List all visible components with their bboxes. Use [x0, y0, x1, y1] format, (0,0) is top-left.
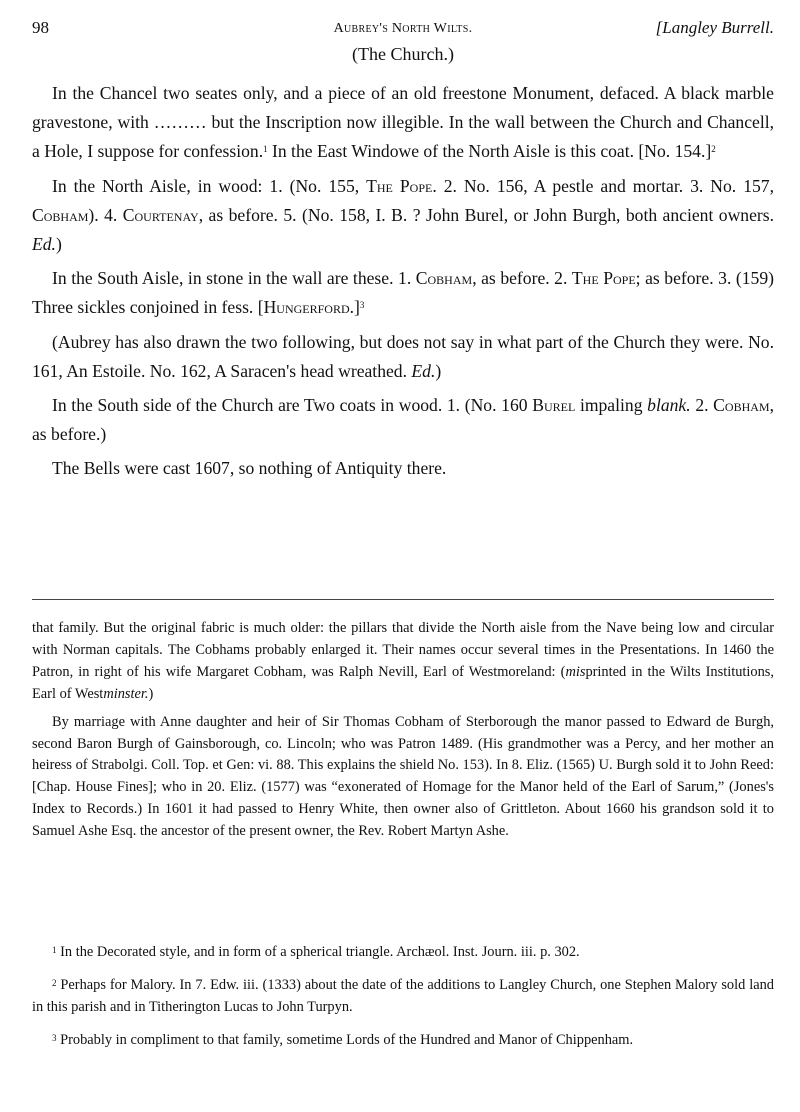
italic-term: mis [565, 663, 586, 680]
heraldic-name: Burel [532, 395, 576, 416]
text-span: printed in the Wilts Institutions, Earl of West [32, 663, 774, 702]
heraldic-name: Cobham [415, 268, 473, 289]
text-span: ) [55, 234, 62, 255]
running-title: Aubrey's North Wilts. [333, 21, 473, 36]
text-span: In the North Aisle, in wood: 1. (No. 155, [52, 175, 367, 196]
text-span: In the Chancel two seates only, and a piece of an old freestone Monument, defaced. A black marble gravestone, with ……… but the Inscription now illegible. In the wall between the Church and Chancell, a Hole, I suppose for confession. [32, 83, 774, 162]
footnote-divider [32, 599, 774, 600]
running-head [32, 18, 774, 42]
italic-term: blank. [647, 395, 691, 416]
italic-term: minster. [103, 685, 149, 702]
text-span: , as before. 2. [472, 268, 572, 289]
footnote-text: In the Decorated style, and in form of a spherical triangle. Archæol. Inst. Journ. iii. p. 302. [60, 944, 580, 960]
footnote-2 [32, 975, 774, 1019]
footnote-text: Perhaps for Malory. In 7. Edw. iii. (1333) about the date of the additions to Langley Church, one Stephen Malory sold land in this parish and in Titherington Lucas to John Turpyn. [32, 976, 774, 1015]
footnotes [32, 942, 774, 1063]
text-span: In the South Aisle, in stone in the wall are these. 1. [52, 268, 416, 289]
text-span: that family. But the original fabric is much older: the pillars that divide the North aisle from the Nave being low and circular with Norman capitals. The Cobhams probably enlarged it. Their names occur several times in the Presentations. In 1460 the Patron, in right of his wife Margaret Cobham, was Ralph Nevill, Earl of Westmoreland: ( [32, 620, 774, 680]
text-span: , as before.) [32, 395, 774, 445]
text-span: ) [148, 685, 154, 702]
editor-notes [32, 618, 774, 849]
footnote-ref[interactable]: 1 [263, 144, 268, 155]
heraldic-name: The Pope [571, 268, 636, 289]
text-span: impaling [575, 395, 648, 416]
text-span: In the East Windowe of the North Aisle is this coat. [No. 154.] [267, 141, 712, 162]
footnote-ref[interactable]: 2 [711, 144, 716, 155]
paragraph-chancel [32, 79, 774, 167]
paragraph-south-side [32, 391, 774, 449]
paragraph-north-aisle [32, 172, 774, 260]
footnote-marker: 2 [52, 977, 57, 988]
paragraph-aubrey-drawn [32, 328, 774, 386]
page-number: 98 [32, 18, 49, 37]
editor-mark: Ed. [411, 360, 436, 381]
footnote-ref[interactable]: 3 [359, 300, 365, 311]
heraldic-name: Courtenay [122, 204, 199, 225]
text-span: , as before. 5. (No. 158, I. B. ? John Burel, or John Burgh, both ancient owners. [198, 204, 775, 225]
editor-mark: Ed. [32, 234, 56, 255]
note-manor-history: By marriage with Anne daughter and heir of Sir Thomas Cobham of Sterborough the manor passed to Edward de Burgh, second Baron Burgh of Gainsborough, co. Lincoln; who was Patron 1489. (His grandmother was a Percy, and her mother an heiress of Strabolgi. Coll. Top. et Gen: vi. 88. This explains the shield No. 153). In 8. Eliz. (1565) U. Burgh sold it to John Reed: [Chap. House Fines]; who in 20. Eliz. (1577) was “exonerated of Homage for the Manor held of the Earl of Sarum,” (Jones's Index to Records.) In 1601 it had passed to Henry White, then owner also of Grittleton. About 1660 his grandson sold it to Samuel Ashe Esq. the ancestor of the present owner, the Rev. Robert Martyn Ashe. [32, 713, 774, 840]
footnote-3 [32, 1030, 774, 1052]
footnote-text: Probably in compliment to that family, sometime Lords of the Hundred and Manor of Chippenham. [60, 1031, 634, 1048]
footnote-marker: 3 [52, 1032, 57, 1043]
text-span: ] [354, 297, 360, 318]
heraldic-name: Cobham [713, 395, 770, 416]
heraldic-name: Cobham [32, 204, 89, 225]
paragraph-south-aisle [32, 264, 774, 322]
text-span: (Aubrey has also drawn the two following, but does not say in what part of the Church they were. No. 161, An Estoile. No. 162, A Saracen's head wreathed. [32, 331, 774, 381]
paragraph-bells: The Bells were cast 1607, so nothing of Antiquity there. [52, 458, 447, 479]
text-span: 2. No. 156, A pestle and mortar. 3. No. 157, [436, 175, 774, 196]
text-span: ; as before. 3. (159) Three sickles conjoined in fess. [ [32, 268, 775, 318]
text-span: ) [435, 360, 442, 381]
footnote-1 [32, 942, 774, 964]
heraldic-name: The Pope. [366, 175, 437, 196]
heraldic-name: Hungerford. [263, 297, 355, 318]
main-text [32, 79, 774, 489]
text-span: 2. [690, 395, 714, 416]
text-span: In the South side of the Church are Two coats in wood. 1. (No. 160 [52, 395, 533, 416]
text-span: ). 4. [88, 204, 123, 225]
section-title: (The Church.) [352, 44, 454, 64]
footnote-marker: 1 [52, 945, 57, 955]
section-running-head: [Langley Burrell. [655, 18, 774, 37]
note-continuation [32, 618, 774, 706]
